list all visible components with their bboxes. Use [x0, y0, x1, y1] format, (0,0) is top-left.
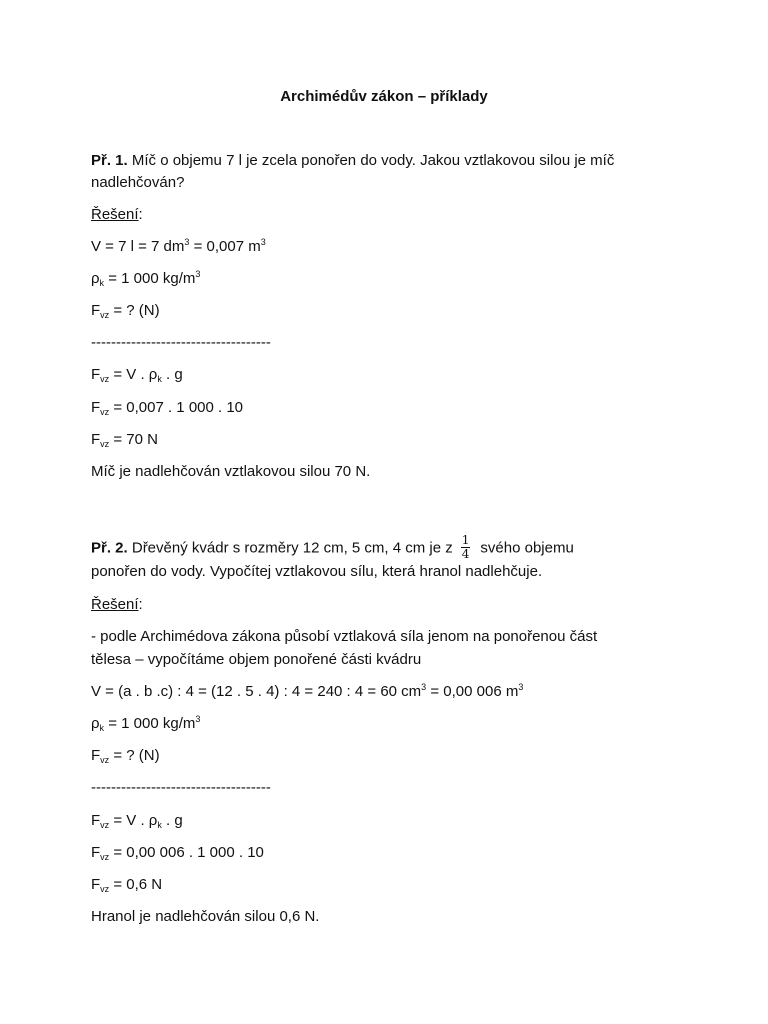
page-title: Archimédův zákon – příklady [280, 88, 488, 105]
ex1-question-line2: nadlehčován? [91, 174, 185, 191]
ex2-calculation: $F_{vz} = 0,00$ 006 . 1 000 . 10 [91, 844, 264, 862]
ex1-answer: Míč je nadlehčován vztlakovou silou 70 N. [91, 463, 371, 480]
ex2-note-line2: tělesa – vypočítáme objem ponořené části kvádru [91, 651, 422, 668]
ex1-volume-line: V = 7 l = 7 $dm^3 = 0,007$ $m^3$ [91, 237, 266, 255]
ex2-force-unknown: $F_{vz}$ = ? (N) [91, 747, 160, 765]
ex1-separator: ------------------------------------ [91, 334, 271, 351]
ex2-answer: Hranol je nadlehčován silou 0,6 N. [91, 908, 320, 925]
ex2-separator: ------------------------------------ [91, 779, 271, 796]
ex2-volume-line: V = (a . b .c) : 4 = (12 . 5 . 4) : 4 = 240 : 4 = 60 $cm^3 = 0,00$ 006 $m^3$ [91, 682, 524, 700]
ex1-label: Př. 1. [91, 152, 128, 169]
ex2-question-line2: ponořen do vody. Vypočítej vztlakovou sílu, která hranol nadlehčuje. [91, 563, 543, 580]
ex2-solution-heading: Řešení: [91, 596, 143, 613]
ex1-question-text: Míč o objemu 7 l je zcela ponořen do vody. Jakou vztlakovou silou je míč [131, 152, 615, 169]
ex1-question-line1 [91, 152, 614, 170]
ex2-question-line1: Př. 2. Dřevěný kvádr s rozměry 12 cm, 5 cm, 4 cm je z $\frac{1}{4}$ svého objemu [91, 533, 574, 561]
ex2-density-line: $\rho_k = 1$ 000 $kg/m^3$ [91, 714, 201, 733]
ex1-result: $F_{vz} = 70$ N [91, 431, 158, 449]
ex1-formula: $F_{vz} = V$ . $\rho_k$ . g [91, 366, 183, 384]
ex1-solution-heading: Řešení: [91, 206, 143, 223]
ex2-label: Př. 2. [91, 539, 128, 557]
ex1-density-line: $\rho_k = 1$ 000 $kg/m^3$ [91, 269, 201, 288]
one-quarter-fraction: $\frac{1}{4}$ [461, 533, 470, 561]
ex1-force-unknown: $F_{vz}$ = ? (N) [91, 302, 160, 320]
ex2-note-line1: - podle Archimédova zákona působí vztlaková síla jenom na ponořenou část [91, 628, 598, 645]
ex2-result: $F_{vz} = 0,6$ N [91, 876, 163, 894]
ex2-formula: $F_{vz} = V$ . $\rho_k$ . g [91, 812, 183, 830]
ex1-calculation: $F_{vz} = 0,007$ . 1 000 . 10 [91, 399, 244, 417]
